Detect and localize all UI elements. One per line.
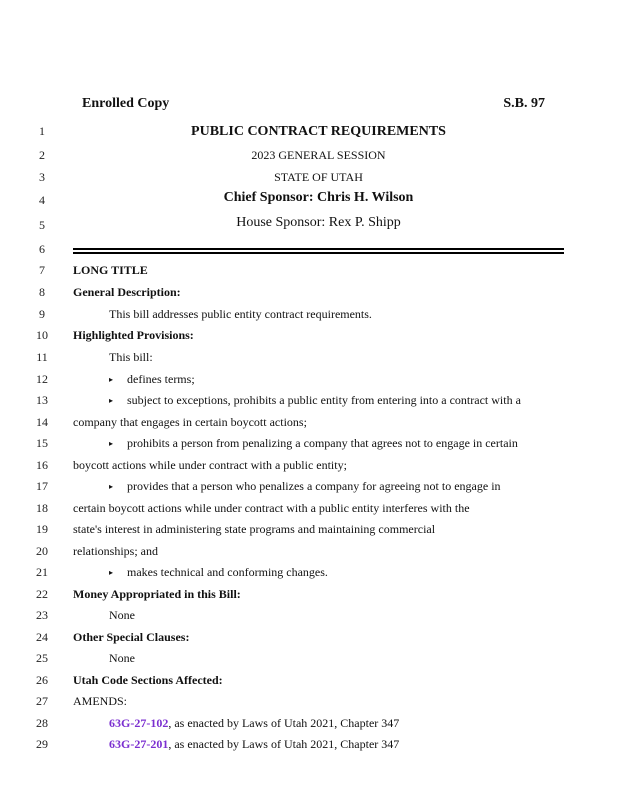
line-text (73, 458, 347, 473)
document-line (0, 608, 618, 630)
line-text (109, 307, 372, 322)
line-text (109, 565, 328, 580)
line-content: prohibits a person from penalizing a company that agrees not to engage in certain (127, 436, 518, 450)
document-line (0, 285, 618, 307)
line-content: certain boycott actions while under contract with a public entity interferes with the (73, 501, 470, 515)
line-text (73, 630, 189, 645)
document-line (0, 458, 618, 480)
line-content: state's interest in administering state programs and maintaining commercial (73, 522, 436, 536)
line-content: company that engages in certain boycott actions; (73, 415, 307, 429)
document-line (0, 436, 618, 458)
document-line (0, 124, 618, 146)
line-content: boycott actions while under contract with a public entity; (73, 458, 347, 472)
line-text (109, 393, 521, 408)
line-content: AMENDS: (73, 694, 128, 708)
line-content: Money Appropriated in this Bill: (73, 587, 241, 601)
line-content: , as enacted by Laws of Utah 2021, Chapter 347 (168, 716, 400, 730)
code-section-link[interactable]: 63G-27-102 (109, 716, 169, 730)
line-number: 16 (36, 458, 48, 472)
line-number: 28 (36, 716, 48, 730)
line-content: This bill addresses public entity contract requirements. (109, 307, 372, 321)
double-rule-top (73, 248, 564, 250)
line-text (73, 587, 241, 602)
line-content: subject to exceptions, prohibits a public entity from entering into a contract with a (127, 393, 521, 407)
document-line (0, 694, 618, 716)
line-number: 20 (36, 544, 48, 558)
line-text (73, 328, 194, 343)
document-line (0, 263, 618, 285)
line-text (73, 124, 564, 140)
line-text (109, 350, 153, 365)
line-content: provides that a person who penalizes a company for agreeing not to engage in (127, 479, 501, 493)
line-number: 3 (39, 170, 45, 184)
line-number: 21 (36, 565, 48, 579)
document-line (0, 565, 618, 587)
line-number: 12 (36, 372, 48, 386)
line-text (73, 215, 564, 231)
line-text (109, 737, 399, 752)
document-line (0, 544, 618, 566)
line-text (109, 716, 399, 731)
line-content: Other Special Clauses: (73, 630, 190, 644)
document-line (0, 501, 618, 523)
bullet-icon: ▸ (109, 482, 114, 491)
line-text (73, 190, 564, 206)
line-number: 7 (39, 263, 45, 277)
line-text (109, 436, 518, 451)
line-number: 14 (36, 415, 48, 429)
document-line (0, 328, 618, 350)
document-line (0, 651, 618, 673)
line-content: Utah Code Sections Affected: (73, 673, 223, 687)
line-content: , as enacted by Laws of Utah 2021, Chapter 347 (168, 737, 400, 751)
line-content: General Description: (73, 285, 181, 299)
line-number: 15 (36, 436, 48, 450)
line-content: None (109, 608, 135, 622)
line-number: 23 (36, 608, 48, 622)
line-text (73, 285, 181, 300)
line-text (109, 479, 501, 494)
line-content: Chief Sponsor: Chris H. Wilson (223, 190, 414, 205)
line-text (73, 415, 307, 430)
line-content: relationships; and (73, 544, 158, 558)
bullet-icon: ▸ (109, 439, 114, 448)
line-text (109, 372, 195, 387)
document-line (0, 242, 618, 264)
line-text (109, 651, 135, 666)
line-number: 2 (39, 148, 45, 162)
line-content: House Sponsor: Rex P. Shipp (236, 215, 401, 230)
document-line (0, 415, 618, 437)
line-content: This bill: (109, 350, 153, 364)
line-content: 2023 GENERAL SESSION (251, 148, 386, 162)
line-number: 24 (36, 630, 48, 644)
line-text (73, 673, 223, 688)
document-line (0, 372, 618, 394)
line-text (73, 148, 564, 163)
document-line (0, 737, 618, 759)
document-line (0, 215, 618, 240)
line-number: 18 (36, 501, 48, 515)
document-line (0, 673, 618, 695)
line-number: 27 (36, 694, 48, 708)
line-text (109, 608, 135, 623)
line-text (73, 263, 148, 278)
line-number: 22 (36, 587, 48, 601)
line-number: 5 (39, 218, 45, 232)
line-text (73, 694, 127, 709)
line-content: Highlighted Provisions: (73, 328, 194, 342)
document-line (0, 522, 618, 544)
line-number: 8 (39, 285, 45, 299)
header-right: S.B. 97 (503, 96, 545, 111)
document-line (0, 587, 618, 609)
line-number: 26 (36, 673, 48, 687)
document-line (0, 393, 618, 415)
line-text (73, 522, 435, 537)
line-text (73, 170, 564, 185)
line-content: defines terms; (127, 372, 195, 386)
bullet-icon: ▸ (109, 396, 114, 405)
code-section-link[interactable]: 63G-27-201 (109, 737, 169, 751)
line-number: 9 (39, 307, 45, 321)
line-number: 11 (36, 350, 48, 364)
bullet-icon: ▸ (109, 568, 114, 577)
line-content: STATE OF UTAH (274, 170, 363, 184)
document-line (0, 190, 618, 215)
bullet-icon: ▸ (109, 375, 114, 384)
line-number: 13 (36, 393, 48, 407)
line-number: 25 (36, 651, 48, 665)
line-text (73, 544, 158, 559)
double-rule-bottom (73, 252, 564, 254)
document-line (0, 307, 618, 329)
document-line (0, 630, 618, 652)
line-content: None (109, 651, 135, 665)
line-number: 17 (36, 479, 48, 493)
document-line (0, 716, 618, 738)
line-number: 4 (39, 193, 45, 207)
line-text (73, 501, 470, 516)
header-left: Enrolled Copy (82, 96, 170, 111)
document-line (0, 170, 618, 192)
line-number: 29 (36, 737, 48, 751)
document-line (0, 479, 618, 501)
line-content: makes technical and conforming changes. (127, 565, 328, 579)
line-number: 10 (36, 328, 48, 342)
line-content: LONG TITLE (73, 263, 148, 277)
document-line (0, 148, 618, 170)
line-number: 1 (39, 124, 45, 138)
line-content: PUBLIC CONTRACT REQUIREMENTS (191, 124, 446, 139)
line-number: 19 (36, 522, 48, 536)
document-line (0, 350, 618, 372)
line-number: 6 (39, 242, 45, 256)
